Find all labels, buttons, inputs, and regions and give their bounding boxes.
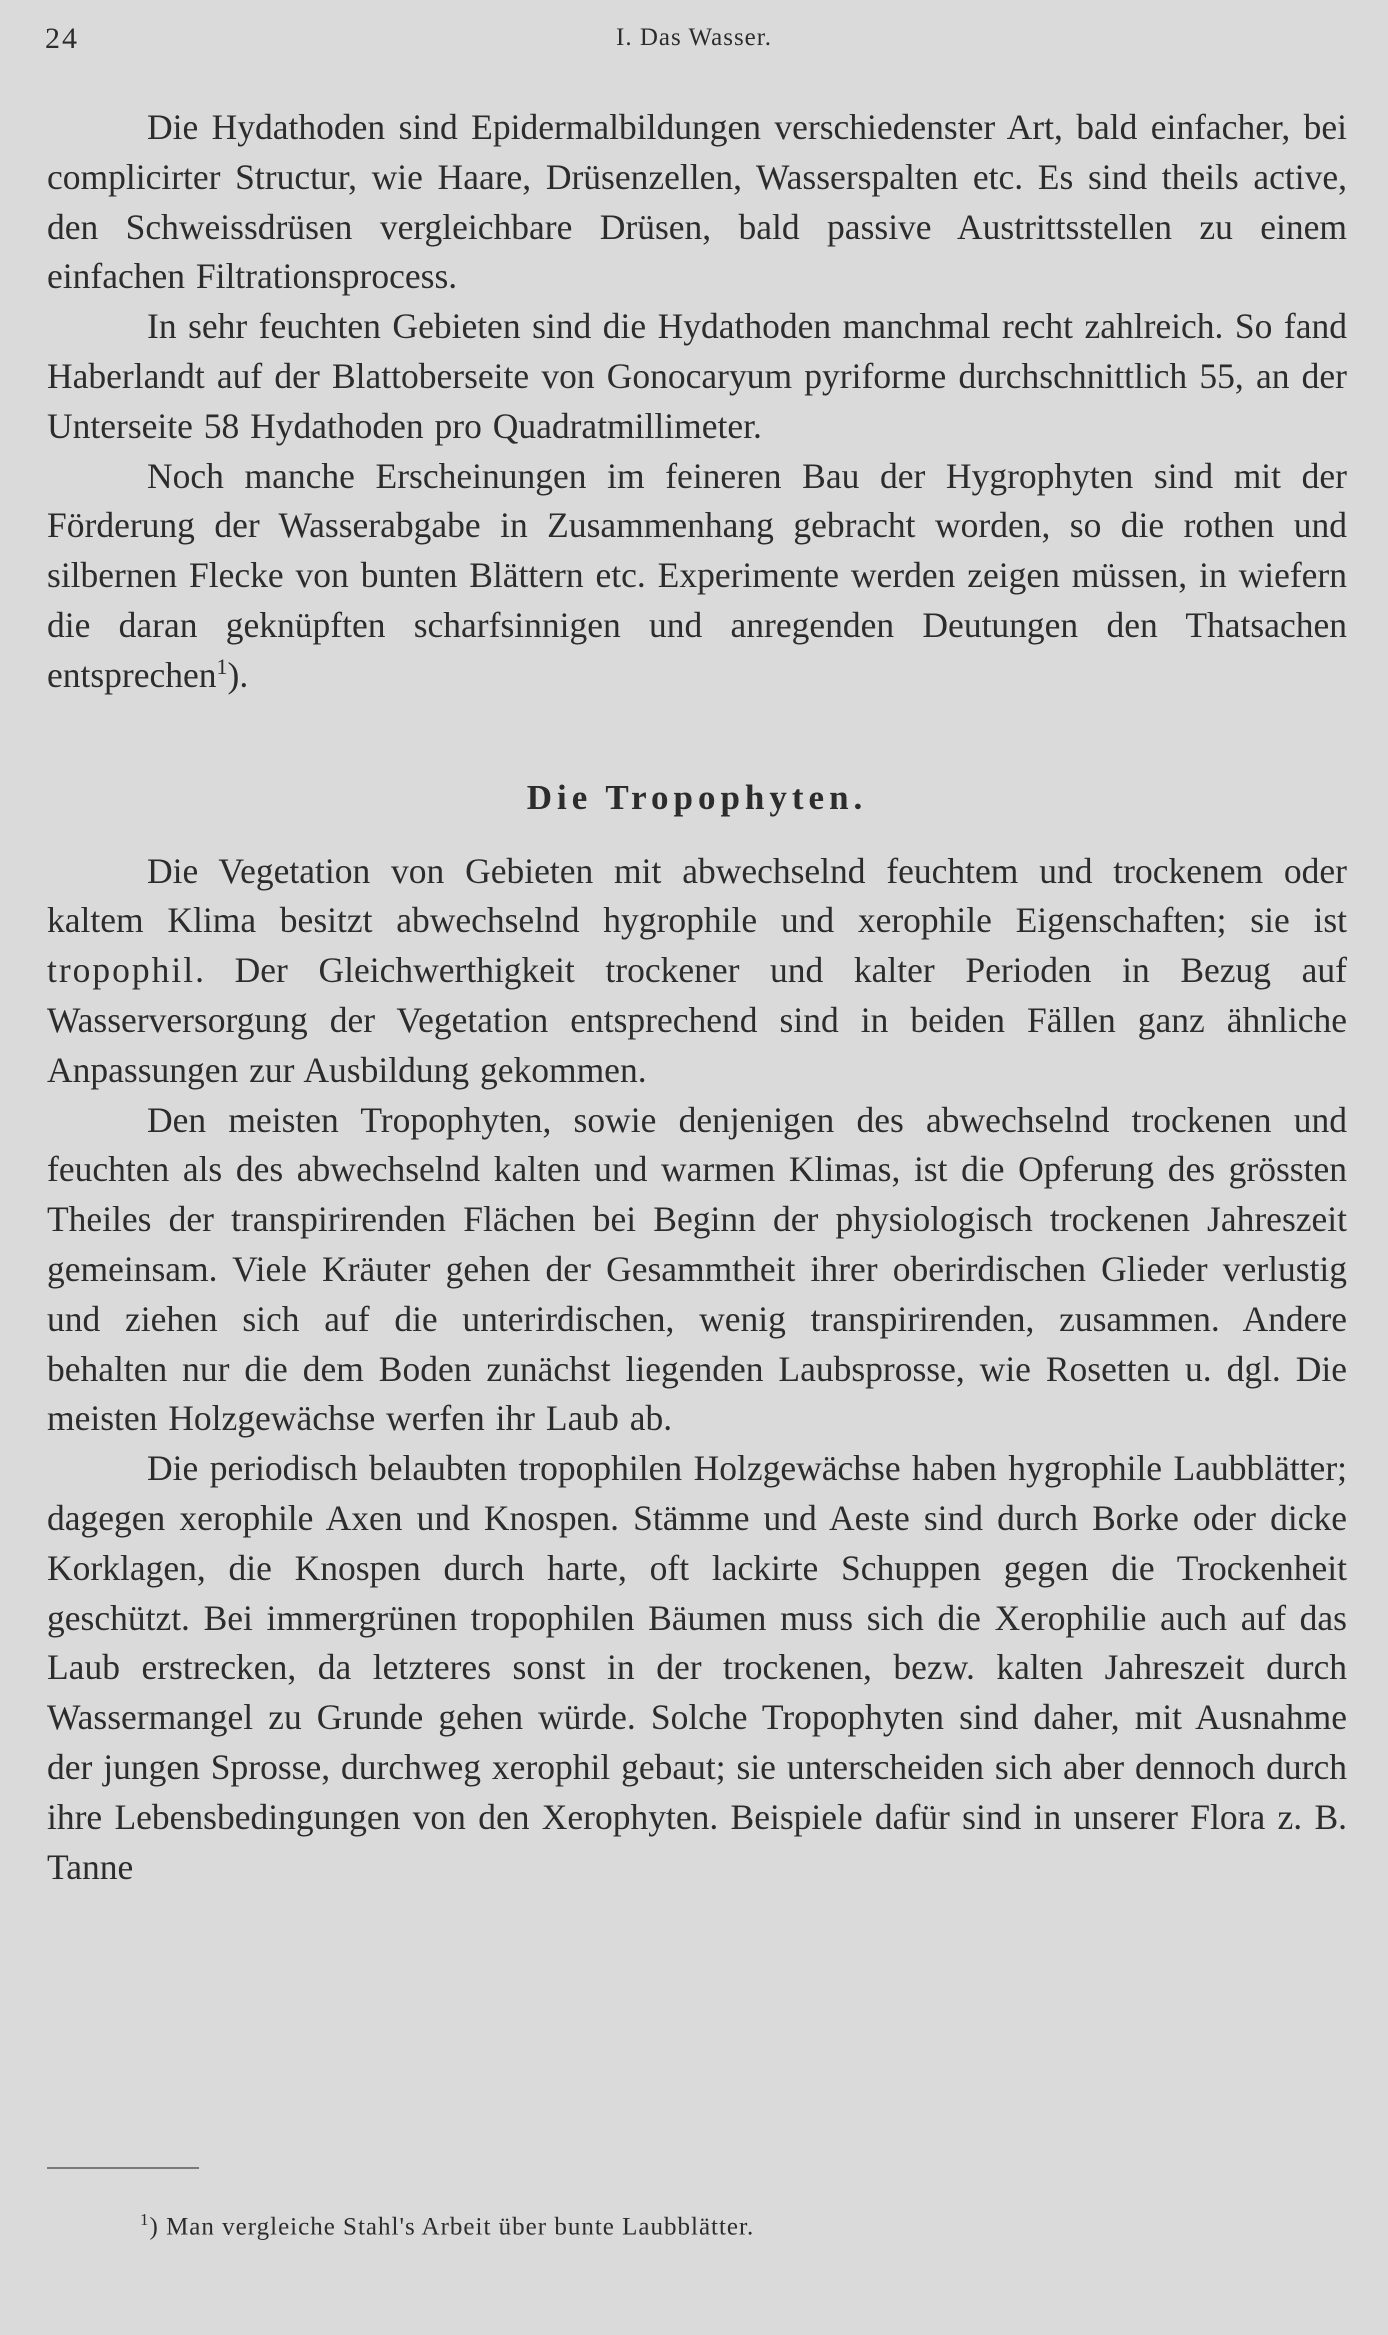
footnote-mark-close: )	[149, 2213, 159, 2241]
page-header	[45, 22, 1343, 62]
footnote-text: Man vergleiche Stahl's Arbeit über bunte Laubblätter.	[166, 2213, 755, 2241]
term-tropophil: tropophil	[47, 950, 196, 991]
footnote-reference: 1	[216, 653, 228, 679]
paragraph-tropophyten: Den meisten Tropophyten, sowie denjenigen des abwechselnd trockenen und feuchten als des abwechselnd kalten und warmen Klimas, ist die Opferung des grössten Theiles der transpirirenden Flächen bei Beginn der physiologisch trockenen Jahreszeit gemeinsam. Viele Kräuter gehen der Gesammtheit ihrer oberirdischen Glieder verlustig und ziehen sich auf die unterirdischen, wenig transpirirenden, zusammen. Andere behalten nur die dem Boden zunächst liegenden Laubsprosse, wie Rosetten u. dgl. Die meisten Holzgewächse werfen ihr Laub ab.	[47, 1099, 1347, 1439]
page-number: 24	[45, 22, 79, 55]
paragraph-hygrophyten-end: ).	[227, 654, 249, 695]
footnote	[140, 2210, 754, 2241]
paragraph-hydathoden: Die Hydathoden sind Epidermalbildungen verschiedenster Art, bald einfacher, bei complicirter Structur, wie Haare, Drüsenzellen, Wasserspalten etc. Es sind theils active, den Schweissdrüsen vergleichbare Drüsen, bald passive Austrittsstellen zu einem einfachen Filtrationsprocess.	[47, 107, 1347, 297]
section-heading: Die Tropophyten.	[526, 777, 868, 817]
paragraph-vegetation	[47, 847, 1347, 1096]
paragraph-vegetation-text-b: . Der Gleichwerthigkeit trockener und kalter Perioden in Bezug auf Wasserversorgung der Vegetation entsprechend sind in beiden Fällen ganz ähnliche Anpassungen zur Ausbildung gekommen.	[47, 950, 1347, 1090]
footnote-mark: 1	[140, 2210, 150, 2229]
footnote-divider	[47, 2167, 199, 2169]
paragraph-hydathoden-count: In sehr feuchten Gebieten sind die Hydathoden manchmal recht zahlreich. So fand Haberlandt auf der Blattoberseite von Gonocaryum pyriforme durchschnittlich 55, an der Unterseite 58 Hydathoden pro Quadratmillimeter.	[47, 306, 1347, 446]
paragraph-holzgewaechse: Die periodisch belaubten tropophilen Holzgewächse haben hygrophile Laubblätter; dagegen xerophile Axen und Knospen. Stämme und Aeste sind durch Borke oder dicke Korklagen, die Knospen durch harte, oft lackirte Schuppen gegen die Trockenheit geschützt. Bei immergrünen tropophilen Bäumen muss sich die Xerophilie auch auf das Laub erstrecken, da letzteres sonst in der trockenen, bezw. kalten Jahreszeit durch Wassermangel zu Grunde gehen würde. Solche Tropophyten sind daher, mit Ausnahme der jungen Sprosse, durchweg xerophil gebaut; sie unterscheiden sich aber dennoch durch ihre Lebensbedingungen von den Xerophyten. Beispiele dafür sind in unserer Flora z. B. Tanne	[47, 1448, 1347, 1887]
paragraph-vegetation-text-a: Die Vegetation von Gebieten mit abwechselnd feuchtem und trockenem oder kaltem Klima besitzt abwechselnd hygrophile und xerophile Eigenschaften; sie ist	[47, 850, 1347, 941]
paragraph-hygrophyten-text: Noch manche Erscheinungen im feineren Bau der Hygrophyten sind mit der Förderung der Wasserabgabe in Zusammenhang gebracht worden, so die rothen und silbernen Flecke von bunten Blättern etc. Experimente werden zeigen müssen, in wiefern die daran geknüpften scharfsinnigen und anregenden Deutungen den Thatsachen entsprechen	[47, 455, 1347, 695]
running-title: I. Das Wasser.	[616, 24, 772, 51]
paragraph-hygrophyten	[47, 452, 1347, 701]
body-text	[47, 103, 1347, 1892]
